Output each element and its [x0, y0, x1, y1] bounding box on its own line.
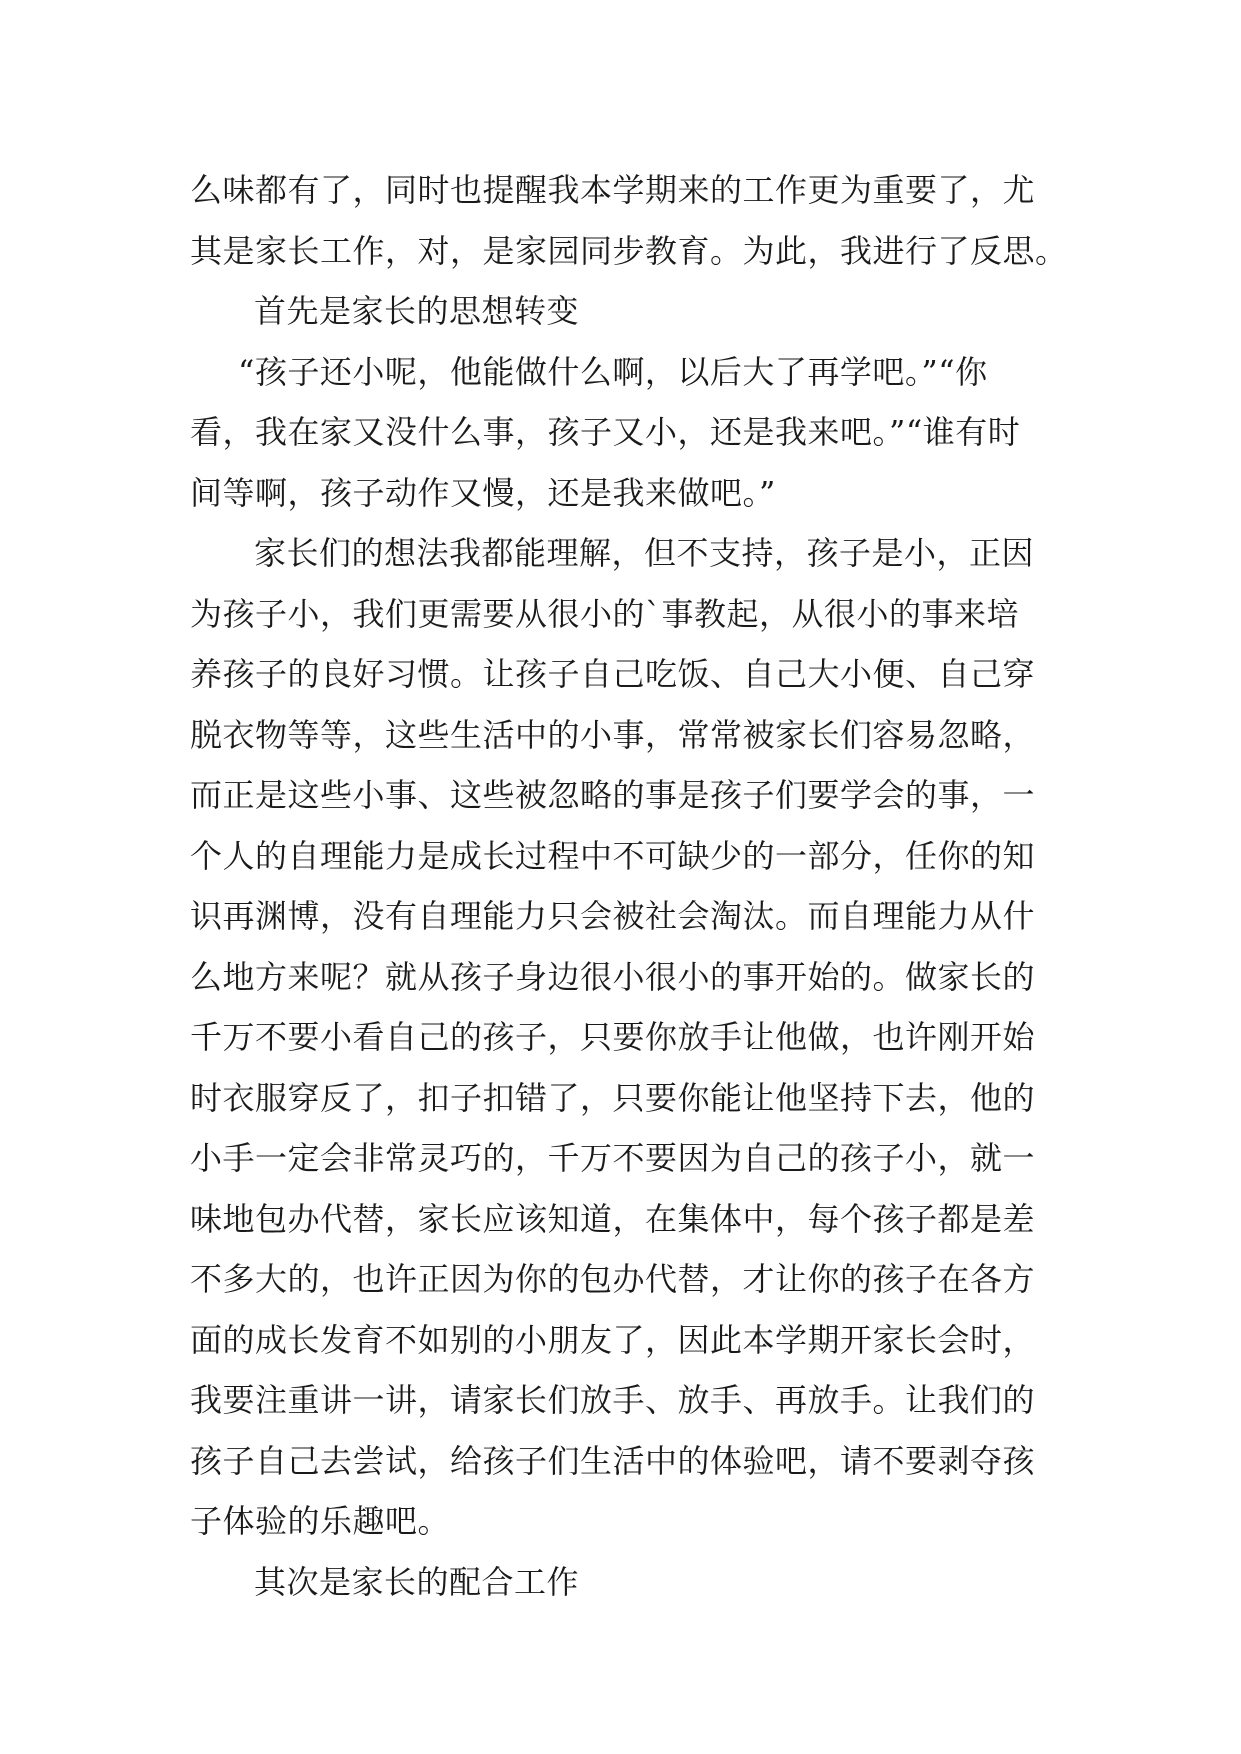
document-body [190, 160, 1068, 1612]
paragraph-line: 时衣服穿反了，扣子扣错了，只要你能让他坚持下去，他的 [190, 1078, 1036, 1117]
paragraph-line: 个人的自理能力是成长过程中不可缺少的一部分，任你的知 [190, 836, 1036, 875]
paragraph-line: 小手一定会非常灵巧的，千万不要因为自己的孩子小，就一 [190, 1139, 1036, 1177]
paragraph-line: 家长们的想法我都能理解，但不支持，孩子是小，正因 [254, 534, 1035, 572]
paragraph-line: 不多大的，也许正因为你的包办代替，才让你的孩子在各方 [190, 1260, 1036, 1298]
paragraph-line: 味地包办代替，家长应该知道，在集体中，每个孩子都是差 [190, 1199, 1036, 1238]
paragraph-line: 识再渊博，没有自理能力只会被社会淘汰。而自理能力从什 [190, 897, 1036, 935]
paragraph-line: 间等啊，孩子动作又慢，还是我来做吧。” [190, 473, 776, 512]
paragraph-line: 么味都有了，同时也提醒我本学期来的工作更为重要了，尤 [190, 171, 1036, 209]
paragraph-line: 子体验的乐趣吧。 [190, 1502, 451, 1540]
paragraph-line: 千万不要小看自己的孩子，只要你放手让他做，也许刚开始 [190, 1018, 1036, 1056]
paragraph-line: 为孩子小，我们更需要从很小的`事教起，从很小的事来培 [190, 594, 1020, 633]
section-heading-mindset-change: 首先是家长的思想转变 [254, 292, 580, 330]
paragraph-line: 而正是这些小事、这些被忽略的事是孩子们要学会的事，一 [190, 776, 1036, 814]
paragraph-line: 其是家长工作，对，是家园同步教育。为此，我进行了反思。 [190, 231, 1068, 270]
paragraph-line: 养孩子的良好习惯。让孩子自己吃饭、自己大小便、自己穿 [190, 655, 1036, 693]
paragraph-line: “孩子还小呢，他能做什么啊，以后大了再学吧。”“你 [238, 352, 988, 391]
paragraph-line: 面的成长发育不如别的小朋友了，因此本学期开家长会时， [190, 1320, 1036, 1359]
paragraph-line: 脱衣物等等，这些生活中的小事，常常被家长们容易忽略， [190, 715, 1036, 754]
section-heading-cooperation: 其次是家长的配合工作 [254, 1562, 580, 1601]
paragraph-line: 孩子自己去尝试，给孩子们生活中的体验吧，请不要剥夺孩 [190, 1441, 1036, 1480]
paragraph-line: 我要注重讲一讲，请家长们放手、放手、再放手。让我们的 [190, 1381, 1036, 1419]
paragraph-line: 看，我在家又没什么事，孩子又小，还是我来吧。”“谁有时 [190, 413, 1021, 451]
paragraph-line: 么地方来呢？就从孩子身边很小很小的事开始的。做家长的 [190, 957, 1036, 996]
